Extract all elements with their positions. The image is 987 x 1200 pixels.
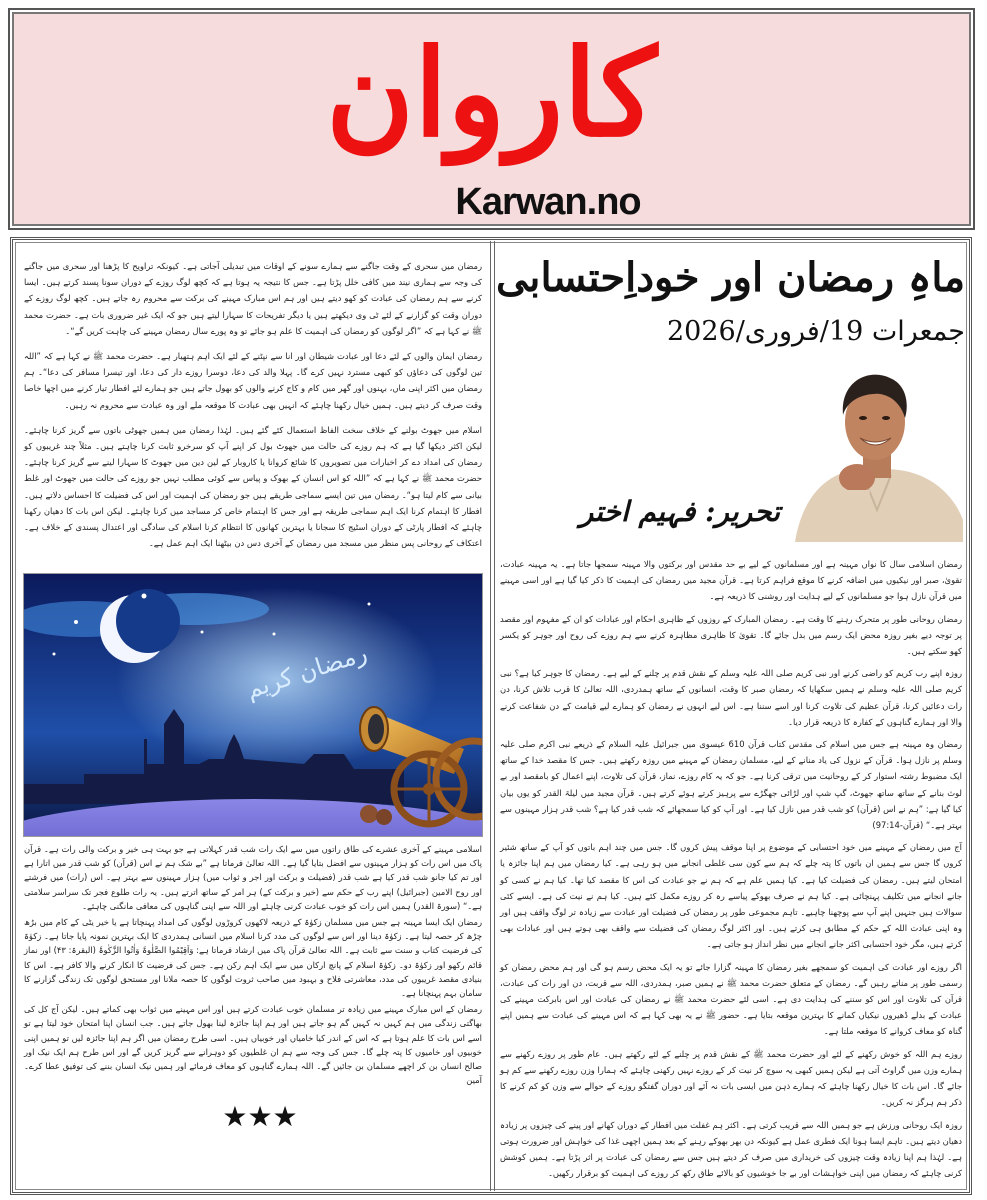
paragraph: رمضان اسلامی سال کا نواں مہینہ ہے اور مسلمانوں کے لیے بے حد مقدس اور برکتوں والا مہینہ سمجھا جاتا ہے۔ یہ مہینہ عبادت، تقویٰ، صبر اور نیکیوں میں اضافہ کرنے کا موقع فراہم کرتا ہے۔ قرآن مجید میں رمضان کی اہمیت کا ذکر کیا گیا ہے اور اسی مہینے میں قرآن نازل ہوا جو مسلمانوں کے لیے ہدایت اور روشنی کا ذریعہ ہے۔	[500, 559, 962, 602]
author-portrait-svg	[785, 360, 963, 542]
article-headline: ماہِ رمضان اور خوداِحتسابی	[495, 254, 965, 301]
masthead	[8, 8, 975, 230]
paragraph: رمضان وہ مہینہ ہے جس میں اسلام کی مقدس کتاب قرآن 610 عیسوی میں جبرائیل علیہ السلام کے ذریعے نبی اکرم صلی علیہ وسلم پر نازل ہوا۔ قرآن کے نزول کی یاد منانے کے لیے، مسلمان رمضان کے مہینے میں روزہ رکھتے ہیں۔ جس کا مقصد خدا کے ساتھ ایک مضبوط رشتہ استوار کر کے روحانیت میں ترقی کرنا ہے۔ جو کہ یہ کام روزے، نماز، قرآن کی تلاوت، اپنے اعمال کو بامقصد اور بے لوث بنانے کے ساتھ ساتھ جھوٹ، گپ شپ اور لڑائی جھگڑے سے پرہیز کرتے ہوئے کرتے ہیں۔ قرآن مجید میں لیلۃ القدر کو یوں بیان کیا گیا ہے: ”ہم نے اس (قرآن) کو شب قدر میں نازل کیا ہے۔ اور آپ کو کیا سمجھائے کہ شب قدر کیا ہے؟ شب قدر ہزار مہینوں سے بہتر ہے۔“ (قرآن-97:14)	[500, 739, 962, 831]
article-byline: تحریر: فہیم اختر	[579, 495, 780, 528]
paragraph: روزہ ایک روحانی ورزش ہے جو ہمیں اللہ سے قریب کرتی ہے۔ اکثر ہم غفلت میں افطار کے دوران کھانے اور پینے کی چیزوں پر زیادہ دھیان دیتے ہیں۔ تاہم ایسا ہونا ایک فطری عمل ہے کیونکہ دن بھر بھوکے رہنے کے بعد ہمیں اچھی غذا کی خواہش اور ضرورت ہوتی ہے۔ لہٰذا ہم اپنا زیادہ وقت چیزوں کی خریداری میں صرف کر دیتے ہیں جس سے رمضان کی عبادت پر اثر پڑتا ہے۔ ہمیں کوشش کرنی چاہئے کہ رمضان میں اپنی خواہشات اور بے جا خوشیوں کو بالائے طاق رکھ کر روزے کی اہمیت کو برقرار رکھیں۔	[500, 1119, 962, 1179]
paragraph: اسلامی مہینے کے آخری عشرے کی طاق راتوں میں سے ایک رات شب قدر کہلاتی ہے جو بہت ہی خیر و برکت والی رات ہے۔ قرآن پاک میں اس رات کو ہزار مہینوں سے افضل بتایا گیا ہے۔ اللہ تعالیٰ فرماتا ہے ”بے شک ہم نے اس (قرآن) کو شب قدر میں اتارا ہے اور تم کیا جانو شب قدر کیا ہے شب قدر (فضیلت و برکت اور اجر و ثواب میں) ہزار مہینوں سے بہتر ہے۔ اس (رات) میں فرشتے اور روح الامین (جبرائیل) اپنے رب کے حکم سے (خیر و برکت کے) ہر امر کے ساتھ اترتے ہیں۔ یہ رات طلوع فجر تک سراسر سلامتی ہے۔“ (سورۃ القدر) ہمیں اس رات کو خوب عبادت کرنی چاہئے اور اللہ سے اپنی گناہوں کی معافی مانگنی چاہئے۔	[24, 844, 482, 911]
left-column-lower	[24, 842, 482, 1088]
paragraph: اسلام میں جھوٹ بولنے کے خلاف سخت الفاظ استعمال کئے گئے ہیں۔ لہٰذا رمضان میں ہمیں جھوٹی باتوں سے گریز کرنا چاہئے۔ لیکن اکثر دیکھا گیا ہے کہ ہم روزے کی حالت میں جھوٹ بول کر اپنے آپ کو سرخرو ثابت کرنا چاہتے ہیں۔ مثلاً چند غریبوں کو رمضان کی امداد دے کر اخبارات میں تصویروں کا شائع کروانا یا کاروبار کے لین دین میں جھوٹ کا سہارا لینے سے گریز کرنا چاہئے۔ حضرت محمد ﷺ نے کہا ہے کہ ”اللہ کو اس انسان کے بھوک و پیاس سے کوئی مطلب نہیں جو روزے کی حالت میں جھوٹ اور غلط بیانی سے کام لیتا ہو“۔ رمضان میں تین ایسے سماجی طریقے ہیں جو رمضان کی اہمیت اور اس کی فضیلت کا احساس دلاتے ہیں۔ افطار کا اہتمام کرنا ایک اہم سماجی طریقہ ہے اور جس کا اہتمام خاص کر مساجد میں کرنا چاہئے۔ لیکن اس بات کا دھیان رکھنا چاہئے کہ افطار پارٹی کے دوران اسٹیج کا سجانا یا بہترین کھانوں کا انتظام کرنا اسلام کی سادگی اور اعتدال پسندی کے خلاف ہے۔ اعتکاف کے روحانی پس منظر میں مسجد میں رمضان کے آخری دس دن بیٹھنا ایک اہم عمل ہے۔	[24, 424, 482, 549]
ramadan-cannon-crescent-illustration-icon	[23, 573, 483, 837]
column-divider	[490, 241, 495, 1191]
paragraph: روزہ اپنے رب کریم کو راضی کرنے اور نبی کریم صلی اللہ علیہ وسلم کے نقش قدم پر چلنے کے لیے ہے۔ رمضان کا جوہر کیا ہے؟ نبی کریم صلی اللہ علیہ وسلم نے ہمیں سکھایا کہ رمضان صبر کا وقت، انسانوں کے ساتھ ہمدردی، اللہ تعالیٰ کا قرب تلاش کرنا، دن رات دعائیں کرنا، قرآن عظیم کی تلاوت کرنا اور اسے سننا ہے۔ اس لیے انہوں نے رمضان کو ہمارے لیے قیامت کے دن شفاعت کرنے والا اور ہمارے گناہوں کے کفارہ کا ذریعہ قرار دیا۔	[500, 668, 962, 727]
hand-shape	[839, 464, 875, 492]
paragraph: رمضان ایک ایسا مہینہ ہے جس میں مسلمان زکوٰۃ کے ذریعہ لاکھوں کروڑوں لوگوں کی امداد پہنچاتا ہے یا خیر یٹی کے کام میں بڑھ چڑھ کر حصہ لیتا ہے۔ زکوٰۃ دینا اور اس سے لوگوں کی مدد کرنا اسلام میں انسانی ہمدردی کا ایک بہترین نمونہ پایا جاتا ہے۔ زکوٰۃ کی فرضیت کتاب و سنت سے ثابت ہے۔ اللہ تعالیٰ قرآن پاک میں ارشاد فرماتا ہے: وَاَقِیْمُوا الصَّلٰوۃَ وَاٰتُوا الزَّکٰوۃَ (البقرۃ: ۴۳) اور نماز قائم رکھو اور زکوٰۃ دو۔ زکوٰۃ اسلام کے پانچ ارکان میں سے ایک اہم رکن ہے۔ جس کی فرضیت کا انکار کرنے والا کافر ہے۔ اس کا بنیادی مقصد غریبوں کی مدد، معاشرتی فلاح و بہبود میں صاحب ثروت لوگوں کا حصہ ملانا اور مستحق لوگوں تک زندگی گزارنے کا سامان بہم پہنچانا ہے۔	[24, 917, 482, 999]
ramadan-illustration-svg	[24, 574, 483, 837]
ramadan-kareem-calligraphy: رمضان کریم	[242, 638, 371, 705]
logo-urdu: کاروان	[325, 23, 658, 164]
end-mark-stars: ★★★	[222, 1100, 298, 1133]
paragraph: رمضان میں سحری کے وقت جاگنے سے ہمارے سونے کے اوقات میں تبدیلی آجاتی ہے۔ کیونکہ تراویح کا پڑھنا اور سحری میں جاگنے کی وجہ سے ہماری نیند میں کافی خلل پڑتا ہے۔ جس کا نتیجہ یہ ہوتا ہے کہ کچھ لوگ روزے کے دوران سونا پسند کرتے ہیں۔ ایسا کرنے سے ہم رمضان کی عبادت کو کھو دیتے ہیں اور ہم اس مبارک مہینے کی برکت سے محروم رہ جاتے ہیں۔ کچھ لوگ روزے کے دوران وقت کو گزارنے کے لئے ٹی وی دیکھتے ہیں یا دیگر تفریحات کا سہارا لیتے ہیں جو کہ ایک غیر ضروری بات ہے۔ حضرت محمد ﷺ نے کہا ہے کہ ”اگر لوگوں کو رمضان کی اہمیت کا علم ہو جائے تو وہ پورے سال رمضان مہینے کی چاہت کریں گے“۔	[24, 261, 482, 336]
article-date: جمعرات 19/فروری/2026	[666, 316, 965, 347]
paragraph: رمضان روحانی طور پر متحرک رہنے کا وقت ہے۔ رمضان المبارک کے روزوں کے ظاہری احکام اور عبادات کو ان کے مفہوم اور مقصد پر توجہ دیے بغیر روزہ محض ایک رسم میں بدل جائے گا۔ تقویٰ کا ظاہری مظاہرہ کرنے سے ہم روزے کی روح اور جوہر کو یکسر کھو سکتے ہیں۔	[500, 613, 962, 657]
paragraph: رمضان کے اس مبارک مہینے میں زیادہ تر مسلمان خوب عبادت کرتے ہیں اور اس مہینے میں ثواب بھی کماتے ہیں۔ لیکن آج کل کی بھاگتی زندگی میں ہم کہیں نہ کہیں گم ہو جاتے ہیں اور ہم اپنا جائزہ لینا بھول جاتے ہیں۔ جب انسان اپنا امتحان خود لیتا ہے تو اسے اس بات کا علم ہوتا ہے کہ اس کے اندر کیا خامیاں اور خوبیاں ہیں۔ اسی طرح رمضان میں اگر ہم اپنا جائزہ لیں تو ہمیں اپنی خوبیوں اور خامیوں کا پتہ چلے گا۔ جس کی وجہ سے ہم ان غلطیوں کو دوہرانے سے گریز کریں گے اور اس طرح ہم ایک نیک اور صالح انسان بن کر اچھے مسلمان بن جائیں گے۔ اللہ ہمارے گناہوں کو معاف فرمائے اور ہمیں نیک انسان بننے کی توفیق عطا کرے۔ آمین	[24, 1004, 482, 1086]
paragraph: رمضان ایمان والوں کے لئے دعا اور عبادت شیطان اور انا سے نپٹنے کے لئے ایک اہم ہتھیار ہے۔ حضرت محمد ﷺ نے کہا ہے کہ ”اللہ تین لوگوں کی دعاؤں کو کبھی مسترد نہیں کرے گا۔ پہلا والد کی دعا، دوسرا روزے دار کی دعا، اور تیسرا مسافر کی دعا“۔ ہم رمضان میں اکثر اپنی ماں، بہنوں اور گھر میں کام و کاج کرنے والوں کو بھول جاتے ہیں جو ہمارے لئے افطار تیار کرنے میں اچھا خاصا وقت صرف کر دیتے ہیں۔ ہمیں خیال رکھنا چاہئے کہ انہیں بھی عبادت کا موقعہ ملے اور وہ عبادت سے محروم نہ رہیں۔	[24, 351, 482, 410]
logo-latin: Karwan.no	[455, 181, 641, 223]
author-portrait-icon	[785, 360, 963, 542]
paragraph: روزے ہم اللہ کو خوش رکھنے کے لئے اور حضرت محمد ﷺ کے نقش قدم پر چلنے کے لئے رکھتے ہیں۔ عام طور پر روزے رکھنے سے ہمارے وزن میں گراوٹ آتی ہے لیکن ہمیں کبھی یہ سوچ کر نیت کر کے روزے نہیں رکھنی چاہئے کہ ہمارا وزن روزے رکھنے سے کم ہو جائے گا۔ اس بات کا خیال رکھنا چاہئے کہ ہمارے ذہن میں ایسی بات نہ آئے اور دوران گفتگو روزے کے حوالے سے وزن کو کم کرنے کا ذکر ہم ہرگز نہ کریں۔	[500, 1048, 962, 1108]
right-column	[500, 556, 962, 1186]
left-column-upper	[24, 258, 482, 566]
paragraph: اگر روزے اور عبادت کی اہمیت کو سمجھے بغیر رمضان کا مہینہ گزارا جائے تو یہ ایک محض رسم ہو گی اور ہم محض رمضان کو رسمی طور پر مناتے رہیں گے۔ رمضان کے متعلق حضرت محمد ﷺ نے ہمیں صبر، ہمدردی، اللہ سے قربت، دن اور رات کی عبادت، قرآن کی تلاوت اور اس کو سننے کی ہدایت دی ہے۔ اسی لئے حضرت محمد ﷺ نے رمضان کی عبادت اور اس بابرکت مہینے کی عبادت کے بدلے ڈھیروں نیکیاں کمانے کا بہترین موقعہ بتایا ہے۔ حضور ﷺ نے یہ بھی کہا ہے کہ اس مہینے کی عبادت سے ہمیں اپنے گناہ کو معاف کروانے کا موقعہ ملتا ہے۔	[500, 961, 962, 1037]
paragraph: آج میں رمضان کے مہینے میں خود احتسابی کے موضوع پر اپنا موقف پیش کروں گا۔ جس میں چند اہم باتوں کو آپ کے ساتھ شئیر کروں گا جس سے ہمیں ان باتوں کا پتہ چلے کہ ہم سے کون سی غلطی انجانے میں ہو رہی ہے۔ کیا رمضان میں ہم اپنا جائزہ یا امتحان لیتے ہیں۔ رمضان کی فضیلت کیا ہے۔ کیا ہمیں علم ہے کہ ہم نے جو عبادت کی اس کا مقصد کیا تھا۔ کیا ہم نے کسی کو جانے انجانے میں تکلیف پہنچائی ہے۔ کیا ہم نے صرف بھوکے پیاسے رہ کر روزے مکمل کئے ہیں۔ کیا ہم نے نیت کی ہے۔ ایسے کئی سوالات ہیں جنہیں اپنے آپ سے پوچھنا چاہیے۔ تاہم مجموعی طور پر رمضان کی فضیلت اور عبادت سے زیادہ تر لوگ واقف ہیں اور وہ اپنی عبادت اللہ کے حکم کے مطابق ہی کرتے ہیں۔ اور اکثر لوگ رمضان کی فضیلت سے واقف بھی ہوتے ہیں اور عبادات بھی کرتے ہیں، مگر خود احتسابی اکثر جانے انجانے میں نظر انداز ہو جاتی ہے۔	[500, 842, 962, 950]
